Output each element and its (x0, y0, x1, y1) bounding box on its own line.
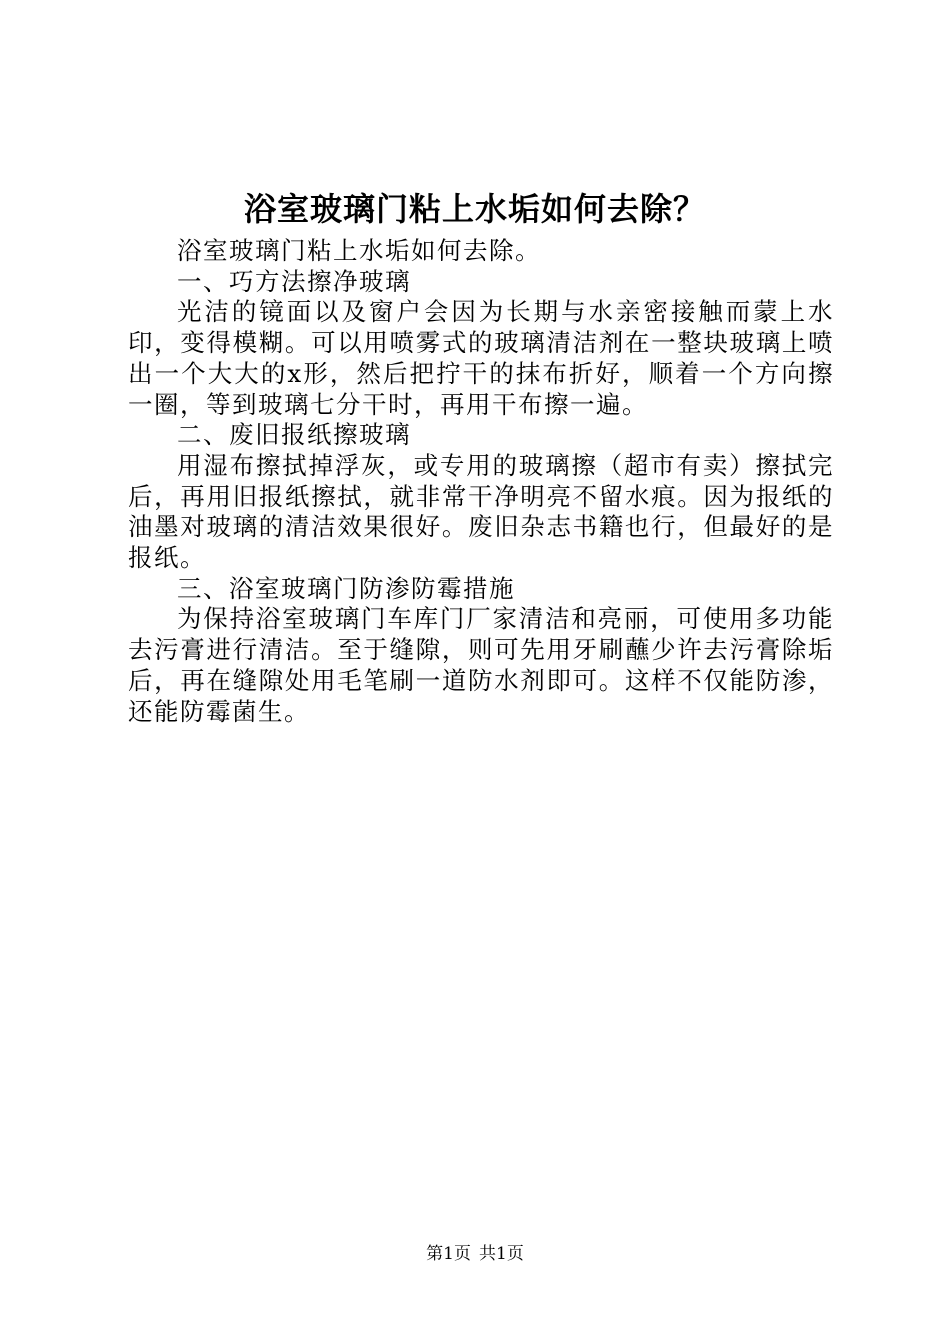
page-footer (0, 1242, 950, 1266)
section-heading-1: 一、巧方法擦净玻璃 (177, 266, 411, 296)
intro-paragraph: 浴室玻璃门粘上水垢如何去除。 (177, 236, 541, 265)
document-title: 浴室玻璃门粘上水垢如何去除？ (243, 190, 706, 228)
section-paragraph-2: 用湿布擦拭掉浮灰，或专用的玻璃擦（超市有卖）擦拭完后，再用旧报纸擦拭，就非常干净明亮不留水痕。因为报纸的油墨对玻璃的清洁效果很好。废旧杂志书籍也行，但最好的是报纸。 (128, 450, 834, 573)
section-paragraph-1: 光洁的镜面以及窗户会因为长期与水亲密接触而蒙上水印，变得模糊。可以用喷雾式的玻璃清洁剂在一整块玻璃上喷出一个大大的x形，然后把拧干的抹布折好，顺着一个方向擦一圈，等到玻璃七分干时，再用干布擦一遍。 (128, 297, 834, 419)
section-heading-2: 二、废旧报纸擦玻璃 (177, 420, 411, 450)
section-heading-3: 三、浴室玻璃门防渗防霉措施 (177, 573, 515, 603)
document-body (128, 236, 834, 727)
section-paragraph-3: 为保持浴室玻璃门车库门厂家清洁和亮丽，可使用多功能去污膏进行清洁。至于缝隙，则可先用牙刷蘸少许去污膏除垢后，再在缝隙处用毛笔刷一道防水剂即可。这样不仅能防渗，还能防霉菌生。 (128, 604, 834, 726)
page-number: 第1页 (426, 1244, 471, 1264)
page-total: 共1页 (479, 1244, 524, 1264)
